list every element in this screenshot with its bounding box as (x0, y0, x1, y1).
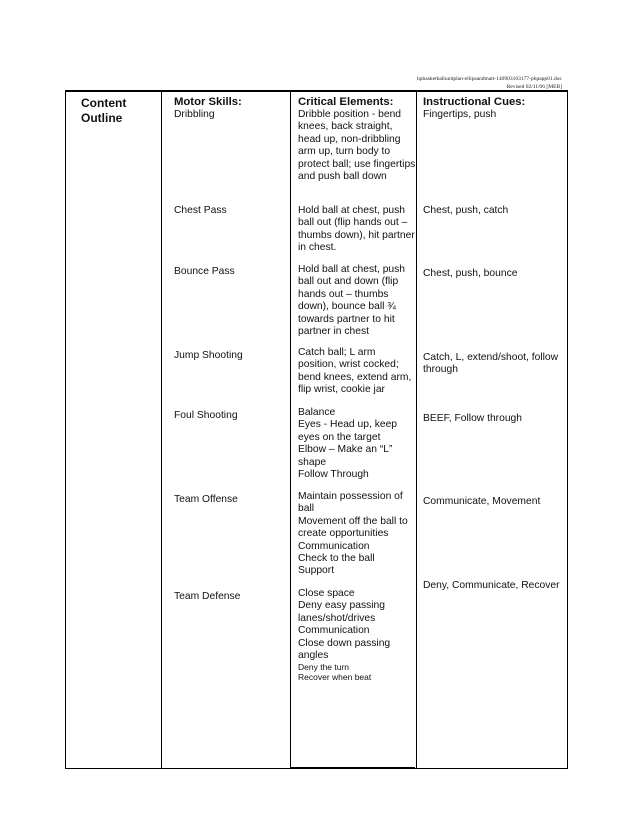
element-line: Eyes - Head up, keep eyes on the target (298, 419, 398, 443)
element-line: Close space (298, 588, 355, 599)
content-outline-header: Content Outline (81, 96, 127, 125)
column-divider (161, 92, 162, 768)
critical-elements-header: Critical Elements: (298, 96, 394, 108)
element-line: Follow Through (298, 469, 369, 481)
column-divider (290, 92, 291, 768)
skill-cell: Team Offense (174, 494, 238, 505)
element-line: Elbow – Make an “L” shape (298, 444, 393, 468)
element-line: Maintain possession of ball (298, 491, 403, 515)
element-line: Check to the ball (298, 553, 375, 565)
column-divider (416, 92, 417, 768)
element-line: Deny easy passing lanes/shot/drives (298, 600, 386, 624)
element-line: Hold ball at chest, push ball out and down (flip hands out – thumbs down), bounce ball ¾ towards partner to hit partner in chest (298, 264, 406, 338)
element-line: Close down passing (298, 637, 391, 649)
elements-cell (298, 407, 416, 481)
file-name-text: hpbasketballunitplan-ellipsandmatt-140903103177-phpapp01.doc (417, 76, 562, 82)
cues-cell: BEEF, Follow through (423, 413, 523, 424)
cues-cell: Deny, Communicate, Recover (423, 580, 560, 591)
skill-cell: Chest Pass (174, 205, 227, 216)
elements-cell (298, 264, 416, 338)
element-line: Dribble position - bend knees, back straight, head up, non-dribbling arm up, turn body to protect ball; use fingertips and push ball down (298, 109, 416, 183)
skill-cell: Dribbling (174, 109, 215, 120)
elements-cell (298, 205, 416, 255)
element-line: Recover when beat (298, 672, 372, 683)
element-line: Hold ball at chest, push ball out (flip hands out – thumbs down), hit partner in chest. (298, 205, 415, 254)
motor-skills-header: Motor Skills: (174, 96, 242, 108)
elements-cell (298, 588, 416, 682)
elements-cell (298, 347, 416, 397)
revision-text: Revised 02/11/06 [MEB] (506, 84, 562, 90)
element-line: Deny the turn (298, 662, 350, 673)
skill-cell: Jump Shooting (174, 350, 243, 361)
skill-cell: Team Defense (174, 591, 241, 602)
element-line: Support (298, 565, 335, 577)
row-divider (291, 767, 415, 768)
elements-cell (298, 109, 416, 183)
cues-cell: Catch, L, extend/shoot, follow through (423, 352, 559, 376)
cues-cell: Communicate, Movement (423, 496, 541, 507)
element-line: Catch ball; L arm position, wrist cocked; bend knees, extend arm, flip wrist, cookie jar (298, 347, 412, 396)
element-line: Communication (298, 625, 370, 637)
element-line: Movement off the ball to create opportunities (298, 515, 408, 540)
element-line: Communication (298, 540, 370, 552)
skill-cell: Foul Shooting (174, 410, 238, 421)
cues-cell: Chest, push, catch (423, 205, 509, 216)
cues-cell: Fingertips, push (423, 109, 497, 120)
elements-cell (298, 491, 416, 578)
skill-cell: Bounce Pass (174, 266, 235, 277)
element-line: Balance (298, 407, 336, 418)
instructional-cues-header: Instructional Cues: (423, 96, 526, 108)
element-line: angles (298, 650, 329, 662)
cues-cell: Chest, push, bounce (423, 268, 518, 279)
